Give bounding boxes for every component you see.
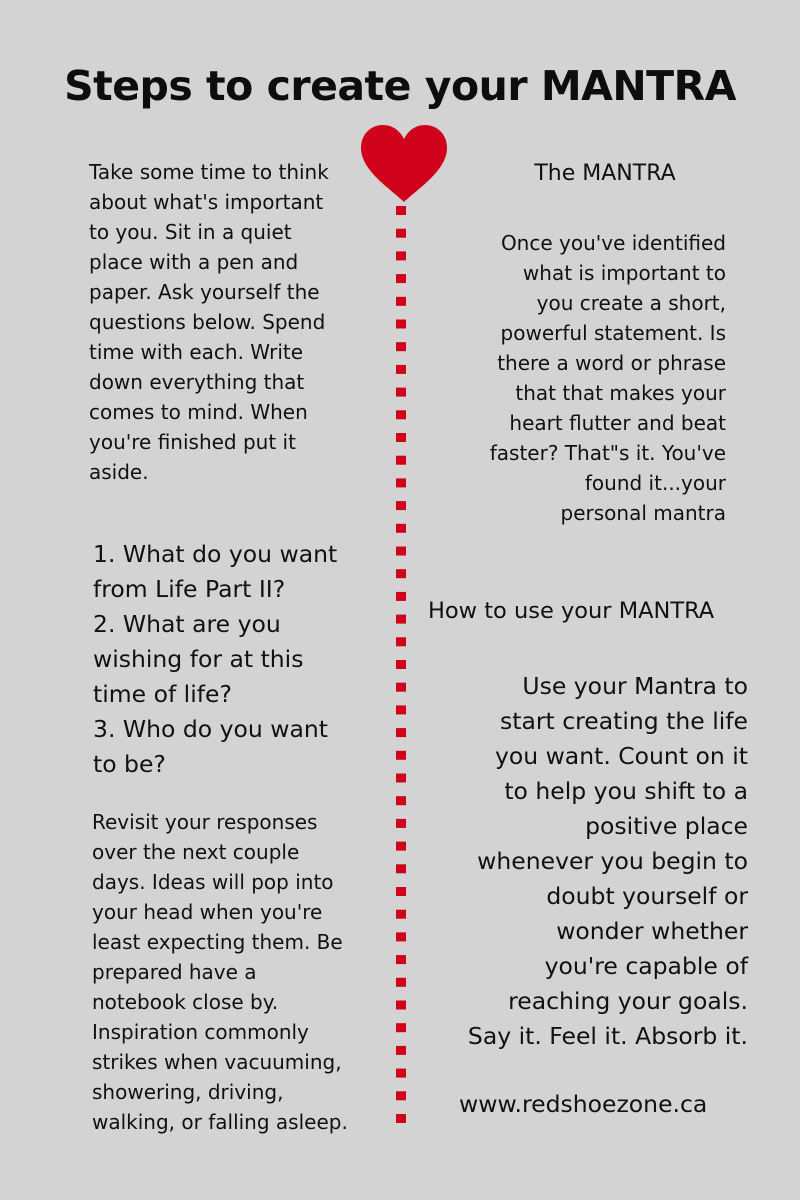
divider-dot [396, 660, 406, 669]
page-title: Steps to create your MANTRA [64, 62, 736, 110]
divider-dot [396, 501, 406, 510]
divider-dot [396, 251, 406, 260]
divider-dot [396, 433, 406, 442]
divider-dot [396, 819, 406, 828]
revisit-text: Revisit your responses over the next couple days. Ideas will pop into your head when you're least expecting them. Be prepared have a notebook close by. Inspiration commonly strikes when vacuuming, showering, driving, walking, or falling asleep. [92, 810, 348, 1134]
divider-dot [396, 728, 406, 737]
divider-dot [396, 1023, 406, 1032]
divider-dot [396, 274, 406, 283]
divider-dot [396, 342, 406, 351]
divider-dot [396, 206, 406, 215]
divider-dot [396, 592, 406, 601]
divider-dot [396, 320, 406, 329]
divider-dot [396, 569, 406, 578]
divider-dot [396, 615, 406, 624]
divider-dot [396, 978, 406, 987]
divider-dot [396, 524, 406, 533]
divider-dot [396, 932, 406, 941]
divider-dot [396, 842, 406, 851]
mantra-text: Once you've identified what is important to you create a short, powerful statement. Is there a word or phrase that that makes your heart flutter and beat faster? That"s it. You've found it...your personal mantra [489, 231, 726, 525]
divider-dot [396, 864, 406, 873]
divider-dot [396, 1114, 406, 1123]
divider-dot [396, 478, 406, 487]
divider-dot [396, 774, 406, 783]
use-mantra-text: Use your Mantra to start creating the life you want. Count on it to help you shift to a positive place whenever you begin to doubt yourself or wonder whether you're capable of reaching your goals. Say it. Feel it. Absorb it. [467, 672, 748, 1050]
divider-dot [396, 1091, 406, 1100]
divider-dot [396, 1069, 406, 1078]
divider-dot [396, 547, 406, 556]
divider-dot [396, 410, 406, 419]
dotted-divider [396, 206, 406, 1136]
divider-dot [396, 705, 406, 714]
heart-icon [359, 124, 449, 204]
divider-dot [396, 887, 406, 896]
divider-dot [396, 751, 406, 760]
divider-dot [396, 910, 406, 919]
divider-dot [396, 637, 406, 646]
divider-dot [396, 229, 406, 238]
how-to-use-heading: How to use your MANTRA [428, 598, 715, 624]
divider-dot [396, 796, 406, 805]
questions-list: 1. What do you want from Life Part II? 2. What are you wishing for at this time of life? 3. Who do you want to be? [93, 540, 338, 778]
divider-dot [396, 456, 406, 465]
intro-text: Take some time to think about what's important to you. Sit in a quiet place with a pen and paper. Ask yourself the questions below. Spend time with each. Write down everything that comes to mind. When you're finished put it aside. [89, 160, 329, 484]
mantra-heading: The MANTRA [534, 161, 676, 186]
divider-dot [396, 297, 406, 306]
heart-shape [361, 125, 447, 202]
divider-dot [396, 388, 406, 397]
divider-dot [396, 955, 406, 964]
divider-dot [396, 1046, 406, 1055]
divider-dot [396, 683, 406, 692]
divider-dot [396, 1001, 406, 1010]
divider-dot [396, 365, 406, 374]
website-link[interactable]: www.redshoezone.ca [459, 1090, 708, 1118]
